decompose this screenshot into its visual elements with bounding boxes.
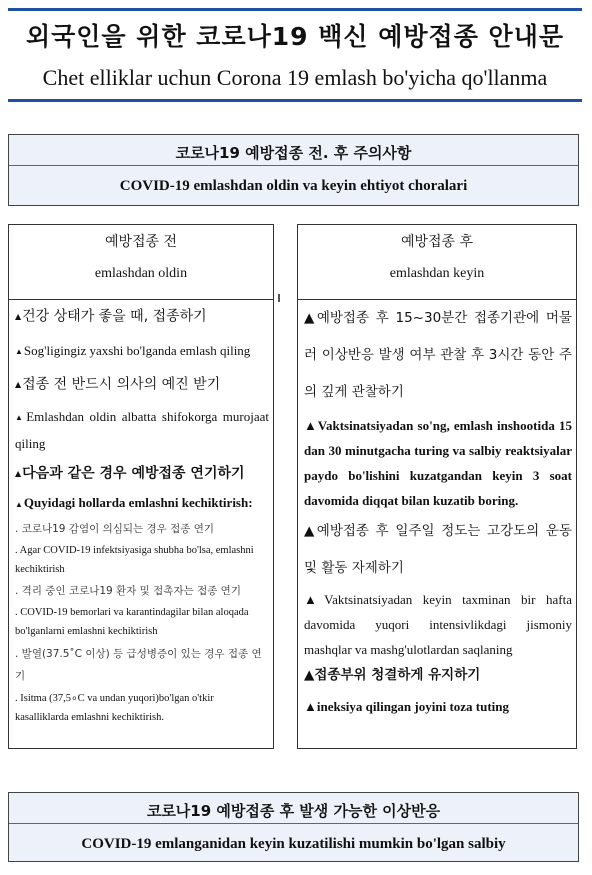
before-column-body — [9, 300, 273, 727]
list-item: ▲Vaktsinatsiyadan keyin taxminan bir hafta davomida yuqori intensivlikdagi jismoniy mashqlar va mashg'ulotlardan saqlaning — [304, 592, 572, 657]
triangle-bullet-icon: ▲ — [304, 523, 317, 539]
triangle-bullet-icon: ▲ — [304, 592, 325, 607]
after-column-body — [298, 300, 576, 719]
precautions-section-header — [8, 134, 579, 206]
list-item: ▲ineksiya qilingan joyini toza tuting — [304, 699, 510, 714]
triangle-bullet-icon: ▲ — [304, 310, 317, 326]
precautions-title-korean: 코로나19 예방접종 전. 후 주의사항 — [175, 144, 412, 162]
before-vaccination-column — [8, 224, 274, 749]
triangle-bullet-icon: ▲ — [304, 699, 317, 714]
list-item: ▲예방접종 후 일주일 정도는 고강도의 운동 및 활동 자제하기 — [304, 523, 572, 576]
precautions-title-uzbek: COVID-19 emlashdan oldin va keyin ehtiyot choralari — [119, 178, 468, 194]
adverse-title-uzbek: COVID-19 emlanganidan keyin kuzatilishi mumkin bo'lgan salbiy — [81, 836, 506, 852]
before-head-uzbek: emlashdan oldin — [94, 266, 188, 281]
after-vaccination-column — [297, 224, 577, 749]
triangle-bullet-icon: ▲ — [304, 418, 318, 433]
triangle-bullet-icon: ▲ — [15, 347, 23, 357]
list-item: ▲Quyidagi hollarda emlashni kechiktirish: — [15, 495, 253, 511]
triangle-bullet-icon: ▲ — [15, 499, 23, 509]
list-item: ▲접종 전 반드시 의사의 예진 받기 — [15, 376, 221, 393]
header-bottom-rule — [8, 99, 582, 102]
section-divider — [9, 165, 578, 166]
list-item: ▲다음과 같은 경우 예방접종 연기하기 — [15, 465, 245, 482]
list-item: ▲Sog'ligingiz yaxshi bo'lganda emlash qiling — [15, 342, 251, 358]
case-item: . COVID-19 bemorlari va karantindagilar bilan aloqada bo'lganlarni emlashni kechiktirish — [15, 606, 249, 637]
triangle-bullet-icon: ▲ — [15, 468, 22, 478]
before-column-header — [9, 231, 273, 300]
title-uzbek: Chet elliklar uchun Corona 19 emlash bo'yicha qo'llanma — [42, 65, 548, 90]
adverse-reactions-section-header — [8, 792, 579, 862]
title-korean: 외국인을 위한 코로나19 백신 예방접종 안내문 — [25, 22, 564, 51]
case-item: . 발열(37.5˚C 이상) 등 급성병증이 있는 경우 접종 연기 — [15, 647, 262, 682]
case-item: . 격리 중인 코로나19 환자 및 접촉자는 접종 연기 — [15, 584, 241, 597]
stray-mark — [278, 294, 280, 302]
triangle-bullet-icon: ▲ — [304, 667, 315, 683]
after-head-uzbek: emlashdan keyin — [389, 266, 485, 281]
list-item: ▲건강 상태가 좋을 때, 접종하기 — [15, 308, 207, 325]
list-item: ▲예방접종 후 15~30분간 접종기관에 머물러 이상반응 발생 여부 관찰 후 3시간 동안 주의 깊게 관찰하기 — [304, 310, 572, 400]
document-header — [8, 8, 582, 102]
case-item: . Agar COVID-19 infektsiyasiga shubha bo'lsa, emlashni kechiktirish — [15, 544, 254, 575]
list-item: ▲접종부위 청결하게 유지하기 — [304, 667, 481, 683]
case-item: . 코로나19 감염이 의심되는 경우 접종 연기 — [15, 522, 215, 535]
after-column-header — [298, 231, 576, 300]
triangle-bullet-icon: ▲ — [15, 380, 22, 390]
after-head-korean: 예방접종 후 — [400, 234, 474, 250]
section-divider — [9, 823, 578, 824]
triangle-bullet-icon: ▲ — [15, 412, 26, 422]
list-item: ▲Vaktsinatsiyadan so'ng, emlash inshootida 15 dan 30 minutgacha turing va salbiy reaktsiyalar paydo bo'lishini kuzatgandan keyin 3 soat davomida diqqat bilan kuzatib boring. — [304, 418, 572, 508]
header-top-rule — [8, 8, 582, 11]
case-item: . Isitma (37,5∘C va undan yuqori)bo'lgan o'tkir kasalliklarda emlashni kechiktirish. — [15, 692, 214, 723]
adverse-title-korean: 코로나19 예방접종 후 발생 가능한 이상반응 — [146, 802, 441, 820]
before-head-korean: 예방접종 전 — [104, 234, 178, 250]
triangle-bullet-icon: ▲ — [15, 312, 22, 321]
list-item: ▲Emlashdan oldin albatta shifokorga murojaat qiling — [15, 408, 270, 451]
